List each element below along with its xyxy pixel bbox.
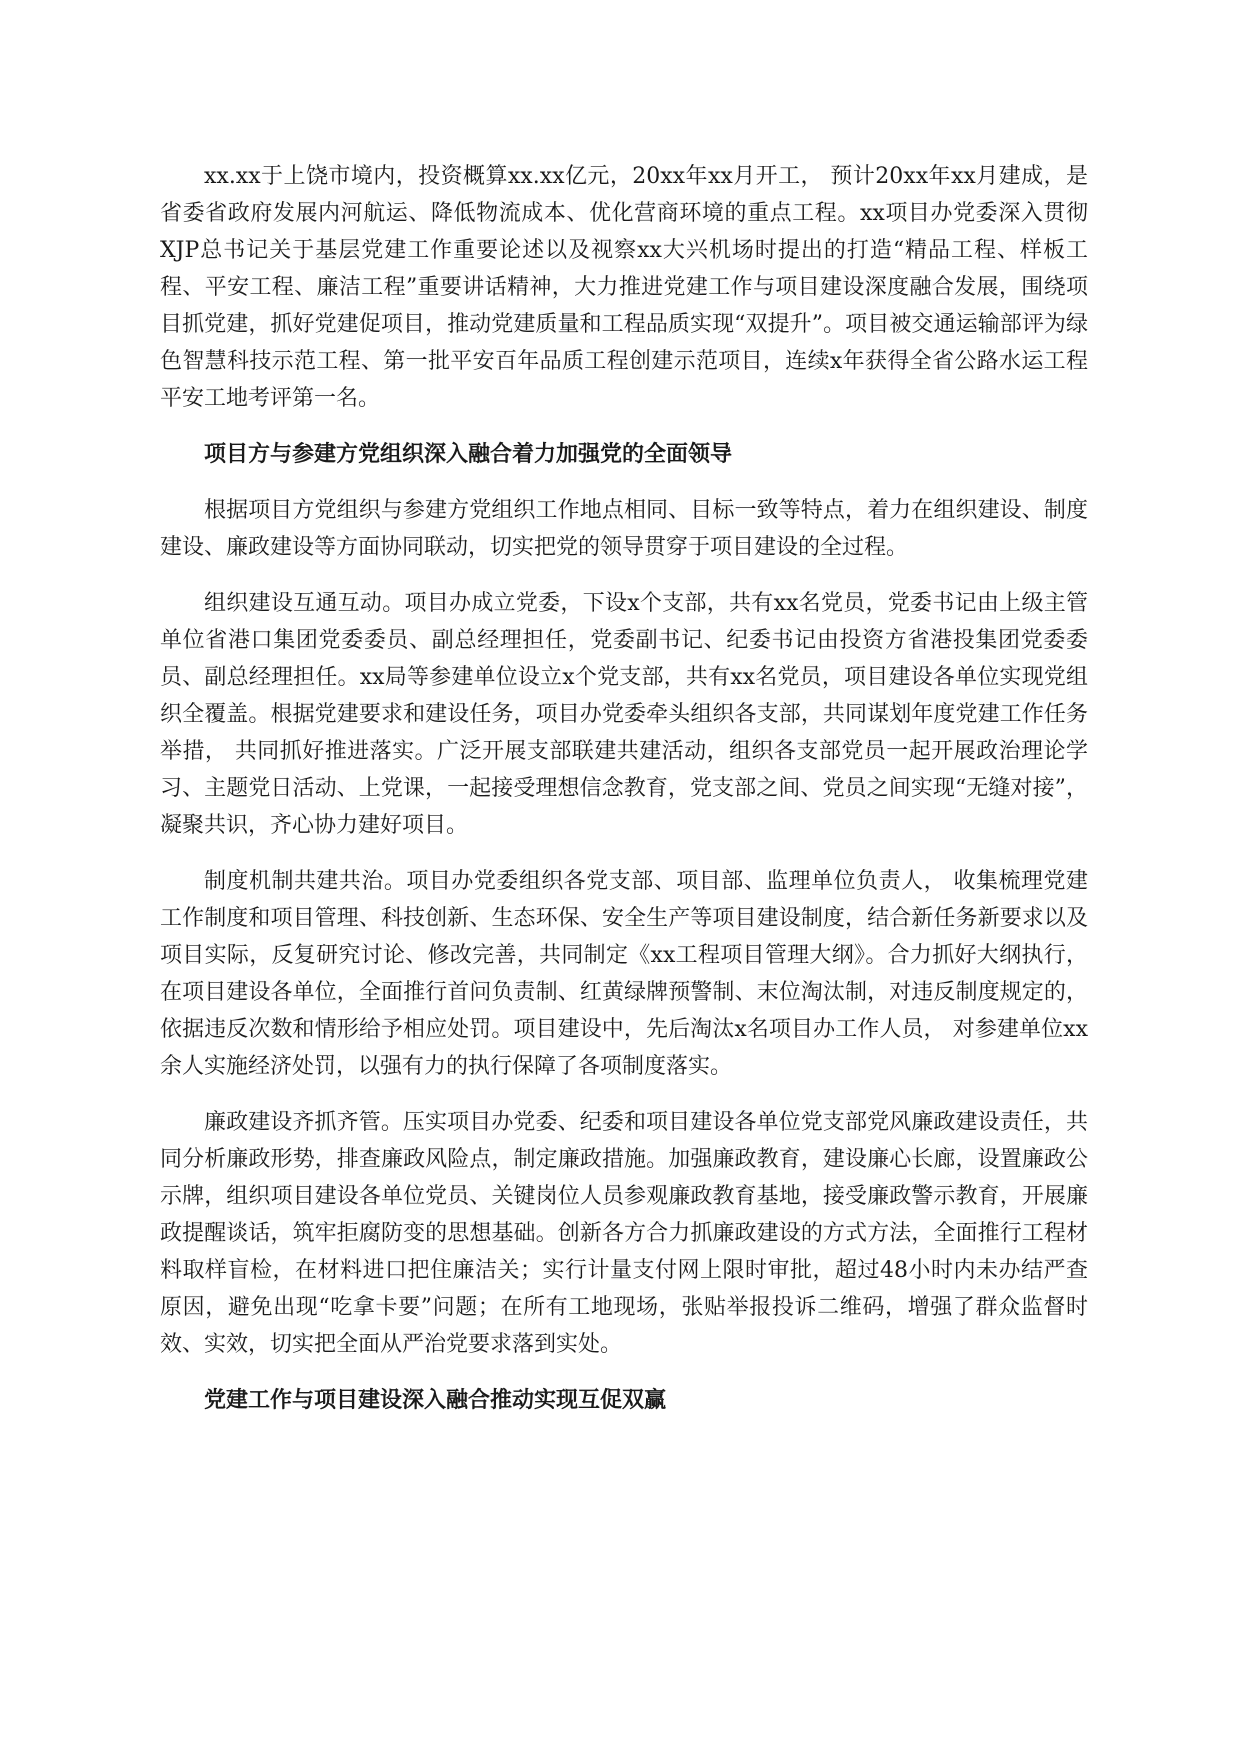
- institution-paragraph: 制度机制共建共治。项目办党委组织各党支部、项目部、监理单位负责人， 收集梳理党建工作制度和项目管理、科技创新、生态环保、安全生产等项目建设制度，结合新任务新要求以及项目实际，反复研究讨论、修改完善，共同制定《xx工程项目管理大纲》。合力抓好大纲执行，在项目建设各单位，全面推行首问负责制、红黄绿牌预警制、末位淘汰制，对违反制度规定的，依据违反次数和情形给予相应处罚。项目建设中，先后淘汰x名项目办工作人员， 对参建单位xx余人实施经济处罚，以强有力的执行保障了各项制度落实。: [160, 869, 1088, 1079]
- document-page: [160, 158, 1088, 1438]
- section-heading-mutual-benefit: 党建工作与项目建设深入融合推动实现互促双赢: [204, 1388, 667, 1413]
- organization-paragraph: 组织建设互通互动。项目办成立党委，下设x个支部，共有xx名党员，党委书记由上级主管单位省港口集团党委委员、副总经理担任，党委副书记、纪委书记由投资方省港投集团党委委员、副总经理担任。xx局等参建单位设立x个党支部，共有xx名党员，项目建设各单位实现党组织全覆盖。根据党建要求和建设任务，项目办党委牵头组织各支部，共同谋划年度党建工作任务举措， 共同抓好推进落实。广泛开展支部联建共建活动，组织各支部党员一起开展政治理论学习、主题党日活动、上党课，一起接受理想信念教育，党支部之间、党员之间实现“无缝对接”，凝聚共识，齐心协力建好项目。: [160, 591, 1088, 838]
- intro-paragraph: xx.xx于上饶市境内，投资概算xx.xx亿元，20xx年xx月开工， 预计20xx年xx月建成，是省委省政府发展内河航运、降低物流成本、优化营商环境的重点工程。xx项目办党委深入贯彻XJP总书记关于基层党建工作重要论述以及视察xx大兴机场时提出的打造“精品工程、样板工程、平安工程、廉洁工程”重要讲话精神，大力推进党建工作与项目建设深度融合发展，围绕项目抓党建，抓好党建促项目，推动党建质量和工程品质实现“双提升”。项目被交通运输部评为绿色智慧科技示范工程、第一批平安百年品质工程创建示范项目，连续x年获得全省公路水运工程平安工地考评第一名。: [160, 164, 1088, 411]
- section-heading-leadership: 项目方与参建方党组织深入融合着力加强党的全面领导: [204, 442, 733, 467]
- leadership-paragraph: 根据项目方党组织与参建方党组织工作地点相同、目标一致等特点，着力在组织建设、制度建设、廉政建设等方面协同联动，切实把党的领导贯穿于项目建设的全过程。: [160, 498, 1088, 560]
- integrity-paragraph: 廉政建设齐抓齐管。压实项目办党委、纪委和项目建设各单位党支部党风廉政建设责任，共同分析廉政形势，排查廉政风险点，制定廉政措施。加强廉政教育，建设廉心长廊，设置廉政公示牌，组织项目建设各单位党员、关键岗位人员参观廉政教育基地，接受廉政警示教育，开展廉政提醒谈话，筑牢拒腐防变的思想基础。创新各方合力抓廉政建设的方式方法，全面推行工程材料取样盲检，在材料进口把住廉洁关；实行计量支付网上限时审批，超过48小时内未办结严查原因，避免出现“吃拿卡要”问题；在所有工地现场，张贴举报投诉二维码，增强了群众监督时效、实效，切实把全面从严治党要求落到实处。: [160, 1110, 1088, 1357]
